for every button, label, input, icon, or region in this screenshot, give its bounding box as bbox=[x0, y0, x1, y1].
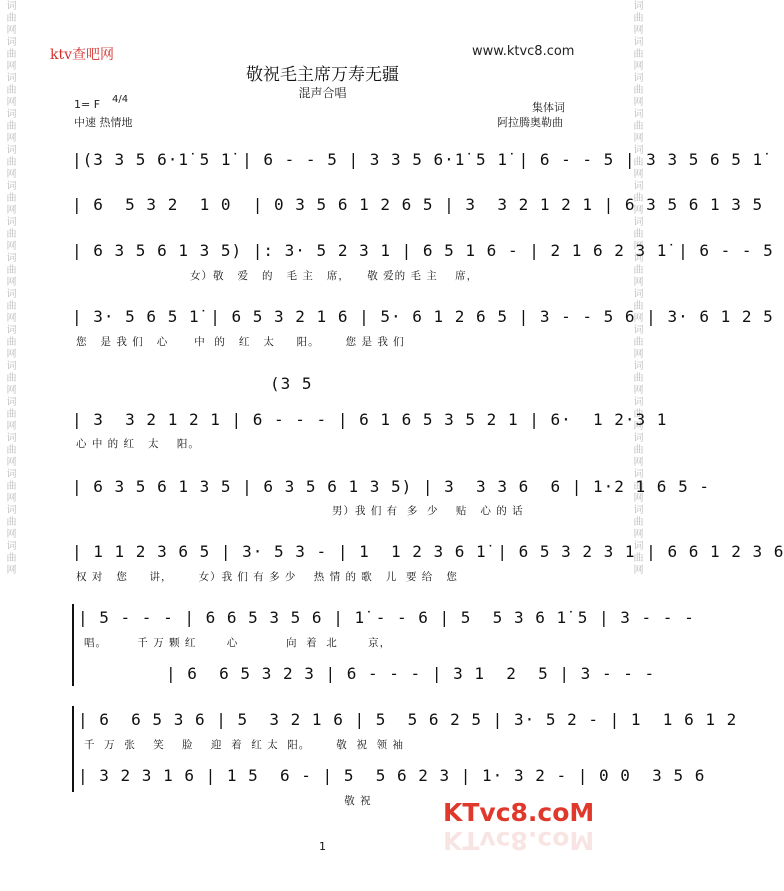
lyric-line-9-lower: 敬 祝 bbox=[84, 795, 372, 807]
score-line-9-upper: | 6 6 5 3 6 | 5 3 2 1 6 | 5 5 6 2 5 | 3· 5 2 - | 1 1 6 1 2 bbox=[78, 710, 738, 729]
lyric-line-5: 心 中 的 红 太 阳。 bbox=[76, 438, 200, 450]
time-signature: 4/4 bbox=[112, 94, 129, 105]
lyricist-credit: 集体词 bbox=[532, 101, 565, 114]
lyric-line-4: 您 是 我 们 心 中 的 红 太 阳。 您 是 我 们 bbox=[76, 336, 405, 348]
lyric-line-8: 唱。 千 万 颗 红 心 向 着 北 京， bbox=[84, 637, 392, 649]
score-line-8-lower: | 6 6 5 3 2 3 | 6 - - - | 3 1 2 5 | 3 - - - bbox=[166, 664, 656, 683]
ktvc8-logo-reflection: KTvc8.coM bbox=[443, 826, 595, 855]
score-line-3: | 6 3 5 6 1 3 5) |: 3· 5 2 3 1 | 6 5 1 6 - | 2 1 6 2 3 1̇ | 6 - - 5 bbox=[72, 241, 774, 260]
composer-credit: 阿拉腾奥勒曲 bbox=[497, 116, 563, 129]
lyric-line-7: 权 对 您 讲， 女）我 们 有 多 少 热 情 的 歌 儿 要 给 您 bbox=[76, 571, 458, 583]
upper-voice-fragment: (3 5 bbox=[270, 374, 313, 393]
score-line-4: | 3· 5 6 5 1̇ | 6 5 3 2 1 6 | 5· 6 1 2 6 5 | 3 - - 5 6 | 3· 6 1 2 5 bbox=[72, 307, 774, 326]
page-number: 1 bbox=[319, 840, 326, 853]
score-line-5: | 3 3 2 1 2 1 | 6 - - - | 6 1 6 5 3 5 2 1 | 6· 1 2·3 1 bbox=[72, 410, 668, 429]
score-line-8-upper: | 5 - - - | 6 6 5 3 5 6 | 1̇ - - 6 | 5 5 3 6 1̇ 5 | 3 - - - bbox=[78, 608, 695, 627]
right-watermark: 词曲网词曲网词曲网词曲网词曲网词曲网词曲网词曲网词曲网词曲网词曲网词曲网词曲网词曲网词曲网词曲网 bbox=[631, 0, 642, 576]
song-subtitle: 混声合唱 bbox=[298, 86, 347, 100]
lyric-line-3: 女）敬 爱 的 毛 主 席， 敬 爱的 毛 主 席， bbox=[190, 270, 479, 282]
ktvc8-logo[interactable]: KTvc8.coM bbox=[443, 798, 595, 827]
song-title: 敬祝毛主席万寿无疆 bbox=[246, 65, 399, 85]
key-signature: 1= F bbox=[74, 98, 101, 111]
score-line-1: |(3 3 5 6·1̇ 5 1̇ | 6 - - 5 | 3 3 5 6·1̇ 5 1̇ | 6 - - 5 | 3 3 5 6 5 1̇ bbox=[72, 150, 764, 169]
left-watermark: 词曲网词曲网词曲网词曲网词曲网词曲网词曲网词曲网词曲网词曲网词曲网词曲网词曲网词曲网词曲网词曲网 bbox=[4, 0, 15, 576]
site-url-right[interactable]: www.ktvc8.com bbox=[472, 44, 575, 59]
system-bracket-2 bbox=[72, 706, 74, 792]
score-line-7: | 1 1 2 3 6 5 | 3· 5 3 - | 1 1 2 3 6 1̇ | 6 5 3 2 3 1 | 6 6 1 2 3 6 bbox=[72, 542, 784, 561]
tempo-marking: 中速 热情地 bbox=[74, 116, 133, 129]
score-line-6: | 6 3 5 6 1 3 5 | 6 3 5 6 1 3 5) | 3 3 3 6 6 | 1·2 1 6 5 - bbox=[72, 477, 710, 496]
lyric-line-9: 千 万 张 笑 脸 迎 着 红 太 阳。 敬 祝 领 袖 bbox=[84, 739, 404, 751]
score-line-9-lower: | 3 2 3 1 6 | 1 5 6 - | 5 5 6 2 3 | 1· 3 2 - | 0 0 3 5 6 bbox=[78, 766, 706, 785]
lyric-line-6: 男）我 们 有 多 少 贴 心 的 话 bbox=[332, 505, 524, 517]
site-name-left[interactable]: ktv查吧网 bbox=[50, 47, 115, 63]
score-line-2: | 6 5 3 2 1 0 | 0 3 5 6 1 2 6 5 | 3 3 2 1 2 1 | 6 3 5 6 1 3 5 bbox=[72, 195, 764, 214]
system-bracket-1 bbox=[72, 604, 74, 686]
